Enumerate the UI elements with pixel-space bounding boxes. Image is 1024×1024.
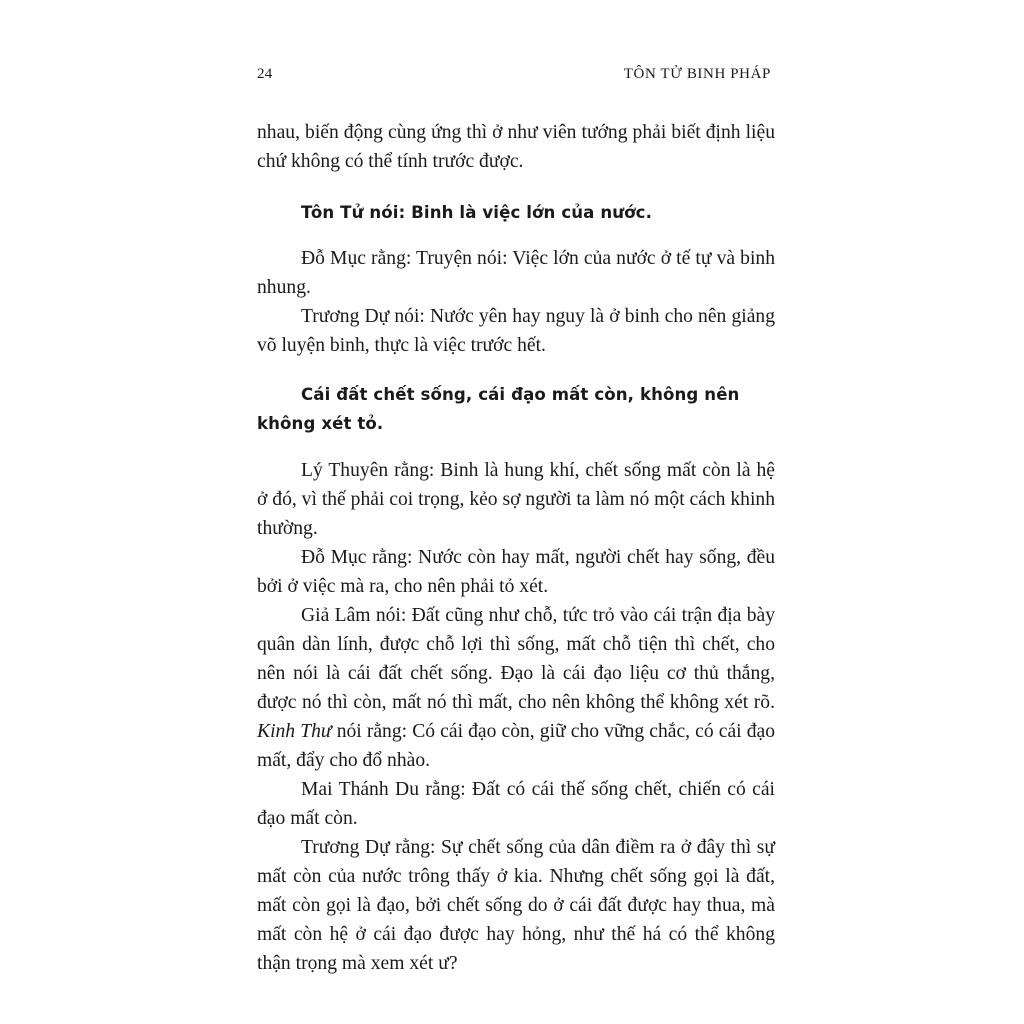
section-heading-2: Cái đất chết sống, cái đạo mất còn, không nên không xét tỏ. [257, 385, 740, 433]
book-title: TÔN TỬ BINH PHÁP [623, 66, 771, 82]
commentary-truong-du-2: Trương Dự rằng: Sự chết sống của dân điềm ra ở đây thì sự mất còn của nước trông thấy ở kia. Nhưng chết sống gọi là đất, mất còn gọi là đạo, bởi chết sống do ở cái đất được hay thua, mà mất còn hệ ở cái đạo được hay hỏng, như thế há có thể không thận trọng mà xem xét ư? [257, 837, 775, 974]
section-heading-1: Tôn Tử nói: Binh là việc lớn của nước. [301, 203, 653, 222]
gia-lam-text-2: nói rằng: Có cái đạo còn, giữ cho vững chắc, có cái đạo mất, đẩy cho đổ nhào. [257, 721, 775, 771]
commentary-mai-thanh-du: Mai Thánh Du rằng: Đất có cái thế sống chết, chiến có cái đạo mất còn. [257, 779, 775, 829]
page-body [257, 118, 775, 978]
running-header [257, 66, 771, 88]
page-number: 24 [257, 66, 273, 82]
commentary-do-muc-2: Đỗ Mục rằng: Nước còn hay mất, người chết hay sống, đều bởi ở việc mà ra, cho nên phải tỏ xét. [257, 547, 775, 597]
commentary-do-muc-1: Đỗ Mục rằng: Truyện nói: Việc lớn của nước ở tế tự và binh nhung. [257, 248, 775, 298]
gia-lam-text-1: Giả Lâm nói: Đất cũng như chỗ, tức trỏ vào cái trận địa bày quân dàn lính, được chỗ lợi thì sống, mất chỗ tiện thì chết, cho nên nói là cái đất chết sống. Đạo là cái đạo liệu cơ thủ thắng, được nó thì còn, mất nó thì mất, cho nên không thể không xét rõ. [257, 605, 775, 713]
gia-lam-book-title: Kinh Thư [257, 721, 332, 742]
commentary-gia-lam [257, 601, 775, 775]
intro-paragraph: nhau, biến động cùng ứng thì ở như viên tướng phải biết định liệu chứ không có thể tính trước được. [257, 122, 775, 172]
commentary-ly-thuyen: Lý Thuyên rằng: Binh là hung khí, chết sống mất còn là hệ ở đó, vì thế phải coi trọng, kẻo sợ người ta làm nó một cách khinh thường. [257, 460, 775, 539]
commentary-truong-du-1: Trương Dự nói: Nước yên hay nguy là ở binh cho nên giảng võ luyện binh, thực là việc trước hết. [257, 306, 775, 356]
